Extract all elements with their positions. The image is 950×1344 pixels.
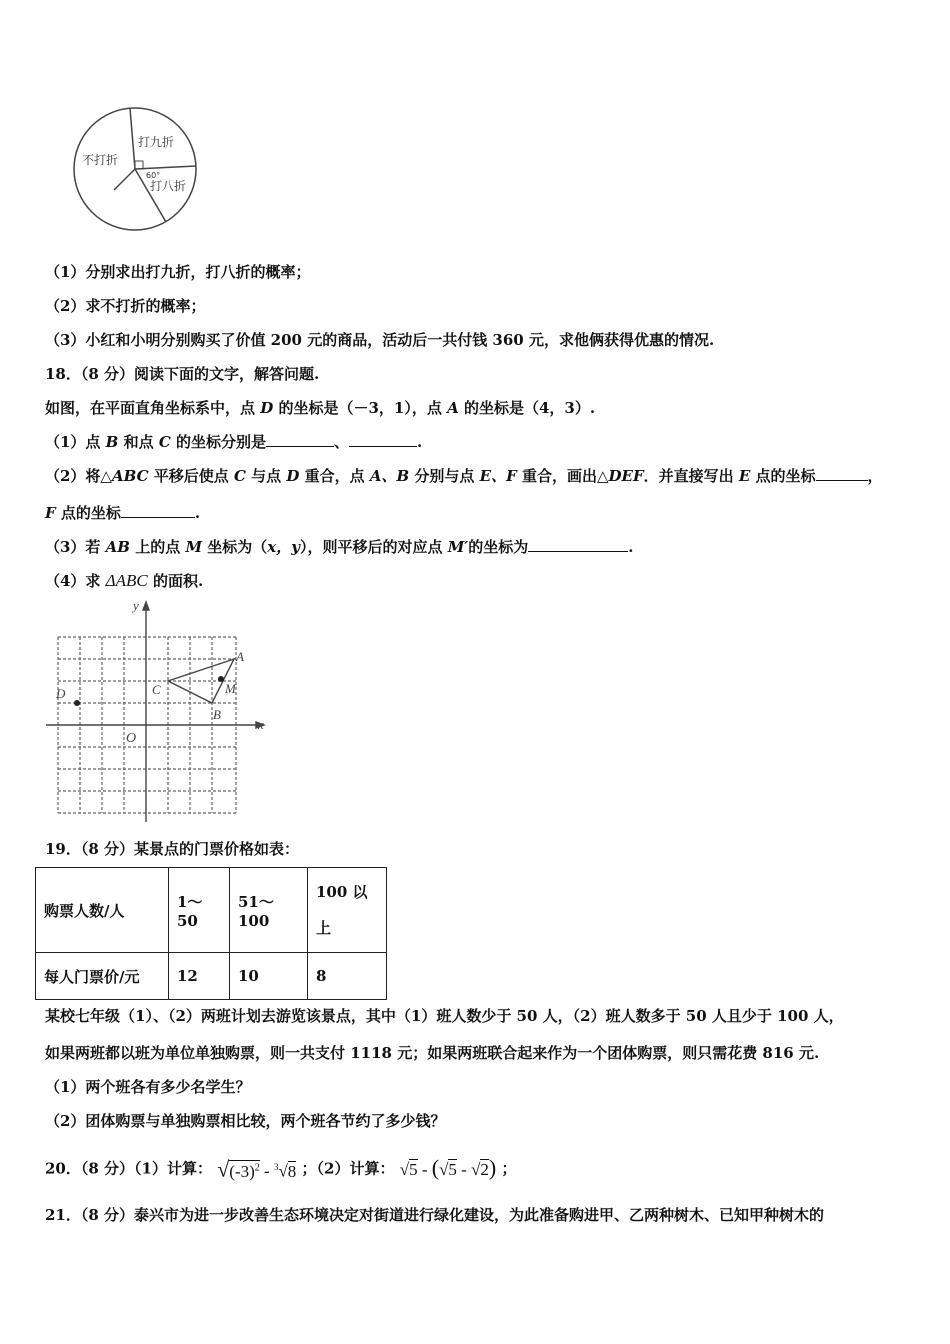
q18-part3: （3）若 AB 上的点 M 坐标为（x，y），则平移后的对应点 M′的坐标为 .: [45, 538, 634, 556]
point-d: [74, 700, 80, 706]
pie-radius-top: [130, 108, 135, 169]
answer-blank-c[interactable]: [349, 432, 417, 447]
q19-part1: （1）两个班各有多少名学生？: [45, 1078, 251, 1096]
answer-blank-m[interactable]: [528, 537, 628, 552]
table-cell: 100 以 上: [308, 868, 387, 953]
table-cell: 10: [230, 953, 308, 1000]
q18-part2: （2）将△ABC 平移后使点 C 与点 D 重合，点 A、B 分别与点 E、F 重合，画出△DEF．并直接写出 E 点的坐标 ，: [45, 467, 883, 485]
expression-1: $√(-3)^2 - ^3√8$: [217, 1156, 297, 1182]
answer-blank-e[interactable]: [816, 466, 868, 481]
q20-line: 20．（8 分）（1）计算： $√(-3)^2 - ^3√8$ ；（2）计算： √5 - (√5 - √2) ；: [45, 1152, 517, 1182]
table-row: [36, 953, 387, 1000]
point-label-d: D: [56, 686, 66, 701]
discount-pie-chart: [68, 102, 203, 234]
point-label-b: B: [213, 707, 221, 722]
q17-part3: （3）小红和小明分别购买了价值 200 元的商品，活动后一共付钱 360 元，求他俩获得优惠的情况.: [45, 331, 715, 349]
table-row: [36, 868, 387, 953]
pie-radius-right: [135, 166, 196, 169]
q18-part1: （1）点 B 和点 C 的坐标分别是 、 .: [45, 433, 423, 451]
table-cell: 8: [308, 953, 387, 1000]
sqrt-symbol: √: [217, 1156, 230, 1182]
table-cell: 购票人数/人: [36, 868, 169, 953]
pie-angle-label: 60°: [146, 171, 161, 180]
expression-2: √5 - (√5 - √2): [399, 1155, 497, 1181]
point-label-c: C: [152, 682, 161, 697]
table-cell: 每人门票价/元: [36, 953, 169, 1000]
point-m: [218, 676, 224, 682]
pie-label-none: 不打折: [82, 153, 119, 167]
q17-part1: （1）分别求出打九折，打八折的概率；: [45, 263, 311, 281]
cbrt-symbol: √: [278, 1161, 288, 1181]
pie-label-ninety: 打九折: [138, 135, 175, 149]
q18-intro: 如图，在平面直角坐标系中，点 D 的坐标是（－3，1），点 A 的坐标是（4，3）.: [45, 399, 596, 417]
q19-part2: （2）团体购票与单独购票相比较，两个班各节约了多少钱？: [45, 1112, 446, 1130]
q19-heading: 19．（8 分）某景点的门票价格如表：: [45, 840, 300, 858]
pie-label-eighty: 打八折: [150, 179, 187, 193]
answer-blank-f[interactable]: [121, 503, 195, 518]
point-label-a: A: [236, 649, 244, 664]
q17-part2: （2）求不打折的概率；: [45, 297, 206, 315]
table-cell: 12: [169, 953, 230, 1000]
q19-text-1: 某校七年级（1）、（2）两班计划去游览该景点，其中（1）班人数少于 50 人，（2）班人数多于 50 人且少于 100 人，: [45, 1007, 844, 1025]
ticket-price-table: [35, 867, 387, 1000]
q18-heading: 18．（8 分）阅读下面的文字，解答问题.: [45, 365, 320, 383]
q18-part2-cont: F 点的坐标 .: [45, 504, 201, 522]
table-cell: 51～100: [230, 868, 308, 953]
axes: [46, 602, 264, 822]
origin-label: O: [126, 731, 137, 746]
pie-pointer: [114, 169, 135, 190]
point-label-m: M: [225, 681, 236, 696]
coordinate-grid-figure: [40, 598, 272, 822]
right-angle-mark: [135, 161, 143, 169]
table-cell: 1～50: [169, 868, 230, 953]
axis-label-y: y: [133, 598, 139, 613]
answer-blank-b[interactable]: [266, 432, 334, 447]
q18-part4: （4）求 ΔABC 的面积.: [45, 571, 204, 590]
q19-text-2: 如果两班都以班为单位单独购票，则一共支付 1118 元；如果两班联合起来作为一个团体购票，则只需花费 816 元.: [45, 1044, 820, 1062]
axis-label-x: x: [258, 717, 264, 732]
q21-heading: 21．（8 分）泰兴市为进一步改善生态环境决定对街道进行绿化建设，为此准备购进甲、乙两种树木、已知甲种树木的: [45, 1206, 825, 1224]
